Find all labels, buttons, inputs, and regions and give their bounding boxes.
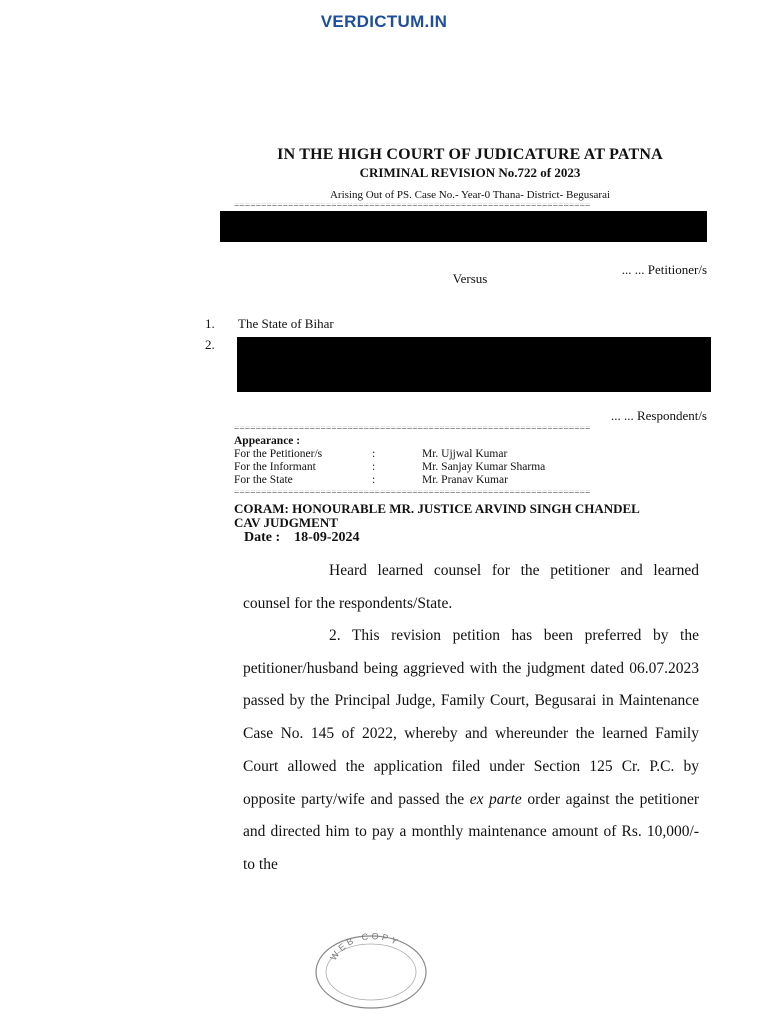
appearance-sep: : xyxy=(372,461,376,473)
appearance-counsel: Mr. Pranav Kumar xyxy=(422,474,508,486)
appearance-row xyxy=(234,448,622,461)
judgment-date xyxy=(244,530,359,546)
redacted-respondent xyxy=(237,337,711,392)
appearance-counsel: Mr. Sanjay Kumar Sharma xyxy=(422,461,546,473)
appearance-counsel: Mr. Ujjwal Kumar xyxy=(422,448,508,460)
web-copy-stamp xyxy=(312,928,430,1010)
court-title: IN THE HIGH COURT OF JUDICATURE AT PATNA xyxy=(277,146,663,163)
judgment-type: CAV JUDGMENT xyxy=(234,515,338,530)
respondent-number: 2. xyxy=(205,337,215,352)
appearance-role: For the State xyxy=(234,474,293,486)
date-value: 18-09-2024 xyxy=(294,530,360,545)
divider-rule: ================================================================== xyxy=(234,426,591,433)
redacted-petitioner xyxy=(220,211,707,242)
paragraph-1-text: Heard learned counsel for the petitioner and learned counsel for the respondents/State. xyxy=(243,562,699,612)
paragraph-1 xyxy=(243,555,699,620)
appearance-sep: : xyxy=(372,448,376,460)
appearance-role: For the Informant xyxy=(234,461,316,473)
appearance-heading: Appearance : xyxy=(234,435,301,447)
paragraph-2-text-end: order against the petitioner and directed him to pay a monthly maintenance amount of Rs. 10,000/- to the xyxy=(243,790,700,873)
coram-line: CORAM: HONOURABLE MR. JUSTICE ARVIND SINGH CHANDEL xyxy=(234,501,640,516)
appearance-row xyxy=(234,461,622,474)
appearance-row xyxy=(234,474,622,487)
paragraph-2-italic: ex parte xyxy=(469,790,522,808)
stamp-seal xyxy=(312,928,430,1010)
respondent-number: 1. xyxy=(205,316,215,331)
divider-rule: ================================================================== xyxy=(234,203,591,210)
paragraph-2 xyxy=(243,620,699,882)
stamp-text: WEB COPY xyxy=(328,931,402,963)
appearance-table xyxy=(234,448,622,487)
paragraph-2-text: 2. This revision petition has been preferred by the petitioner/husband being aggrieved with the judgment dated 06.07.2023 passed by the Principal Judge, Family Court, Begusarai in Maintenance Case No. 145 of 2022, whereby and whereunder the learned Family Court allowed the application filed under Section 125 Cr. P.C. by opposite party/wife and passed the xyxy=(243,627,699,808)
case-number: CRIMINAL REVISION No.722 of 2023 xyxy=(359,165,581,180)
respondent-name: The State of Bihar xyxy=(238,316,334,331)
arising-out-of: Arising Out of PS. Case No.- Year-0 Thana- District- Begusarai xyxy=(329,189,611,201)
versus-label: Versus xyxy=(452,271,488,286)
divider-rule: ================================================================== xyxy=(234,490,591,497)
site-brand: VERDICTUM.IN xyxy=(320,12,448,31)
appearance-sep: : xyxy=(372,474,376,486)
respondent-label: ... ... Respondent/s xyxy=(610,408,707,423)
petitioner-label: ... ... Petitioner/s xyxy=(621,262,707,277)
date-label: Date : xyxy=(244,530,281,545)
appearance-role: For the Petitioner/s xyxy=(234,448,323,460)
coram-block xyxy=(234,502,640,530)
